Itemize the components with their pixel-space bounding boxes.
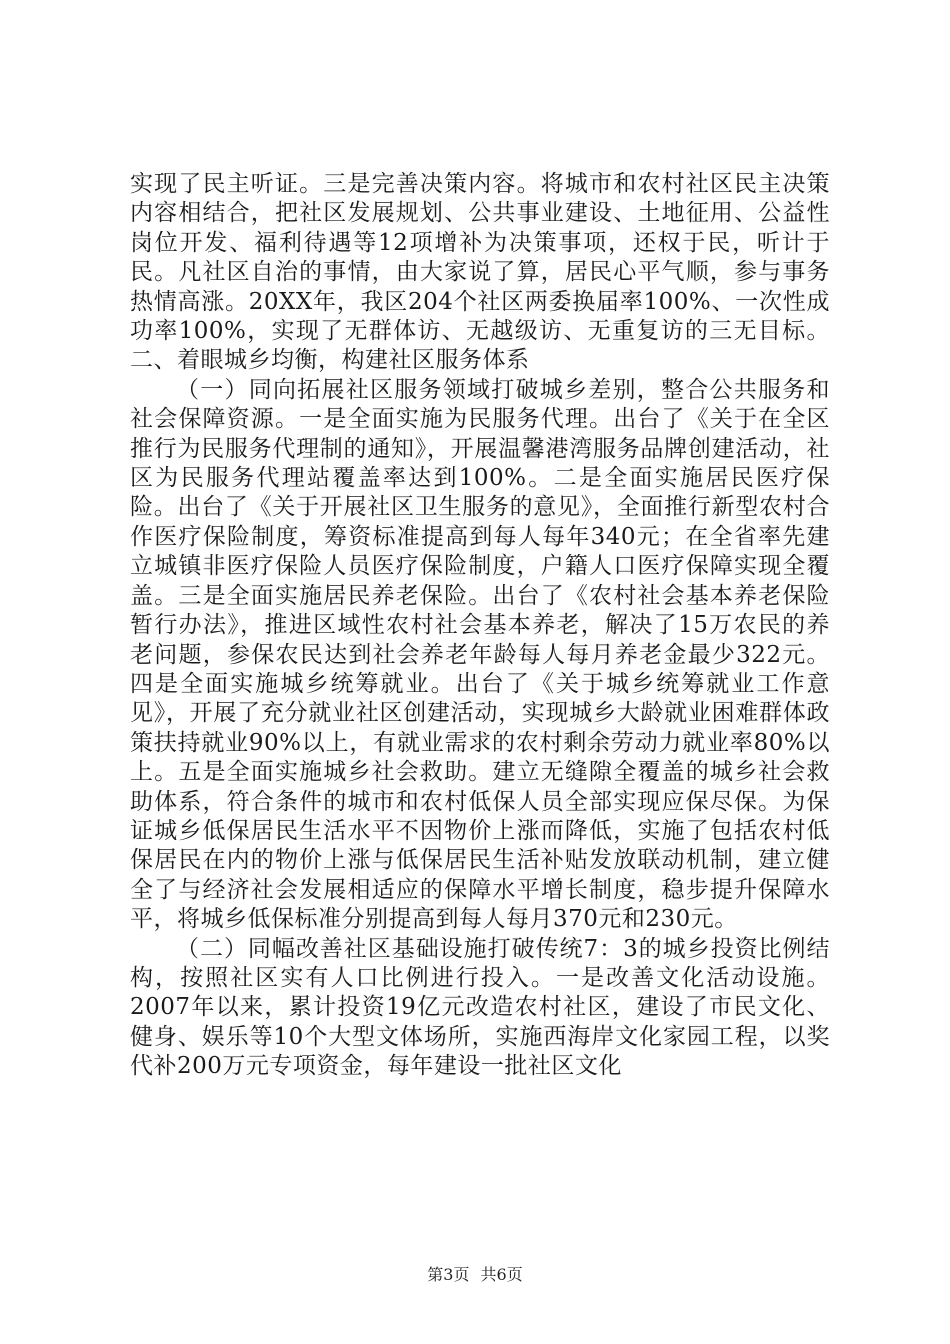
- document-body: [130, 170, 830, 1082]
- page-total: 共6页: [480, 1265, 523, 1284]
- body-paragraph-2: （一）同向拓展社区服务领域打破城乡差别，整合公共服务和社会保障资源。一是全面实施为民服务代理。出台了《关于在全区推行为民服务代理制的通知》，开展温馨港湾服务品牌创建活动，社区为民服务代理站覆盖率达到100%。二是全面实施居民医疗保险。出台了《关于开展社区卫生服务的意见》，全面推行新型农村合作医疗保险制度，筹资标准提高到每人每年340元；在全省率先建立城镇非医疗保险人员医疗保险制度，户籍人口医疗保障实现全覆盖。三是全面实施居民养老保险。出台了《农村社会基本养老保险暂行办法》，推进区域性农村社会基本养老，解决了15万农民的养老问题，参保农民达到社会养老年龄每人每月养老金最少322元。四是全面实施城乡统筹就业。出台了《关于城乡统筹就业工作意见》，开展了充分就业社区创建活动，实现城乡大龄就业困难群体政策扶持就业90%以上，有就业需求的农村剩余劳动力就业率80%以上。五是全面实施城乡社会救助。建立无缝隙全覆盖的城乡社会救助体系，符合条件的城市和农村低保人员全部实现应保尽保。为保证城乡低保居民生活水平不因物价上涨而降低，实施了包括农村低保居民在内的物价上涨与低保居民生活补贴发放联动机制，建立健全了与经济社会发展相适应的保障水平增长制度，稳步提升保障水平，将城乡低保标准分别提高到每人每月370元和230元。: [130, 376, 830, 933]
- body-paragraph-1: 实现了民主听证。三是完善决策内容。将城市和农村社区民主决策内容相结合，把社区发展规划、公共事业建设、土地征用、公益性岗位开发、福利待遇等12项增补为决策事项，还权于民，听计于民。凡社区自治的事情，由大家说了算，居民心平气顺，参与事务热情高涨。20XX年，我区204个社区两委换届率100%、一次性成功率100%，实现了无群体访、无越级访、无重复访的三无目标。二、着眼城乡均衡，构建社区服务体系: [130, 171, 830, 374]
- body-paragraph-3: （二）同幅改善社区基础设施打破传统7：3的城乡投资比例结构，按照社区实有人口比例进行投入。一是改善文化活动设施。2007年以来，累计投资19亿元改造农村社区，建设了市民文化、健身、娱乐等10个大型文体场所，实施西海岸文化家园工程，以奖代补200万元专项资金，每年建设一批社区文化: [130, 935, 830, 1080]
- page-number: 第3页: [427, 1265, 470, 1284]
- page-footer: [0, 1262, 950, 1285]
